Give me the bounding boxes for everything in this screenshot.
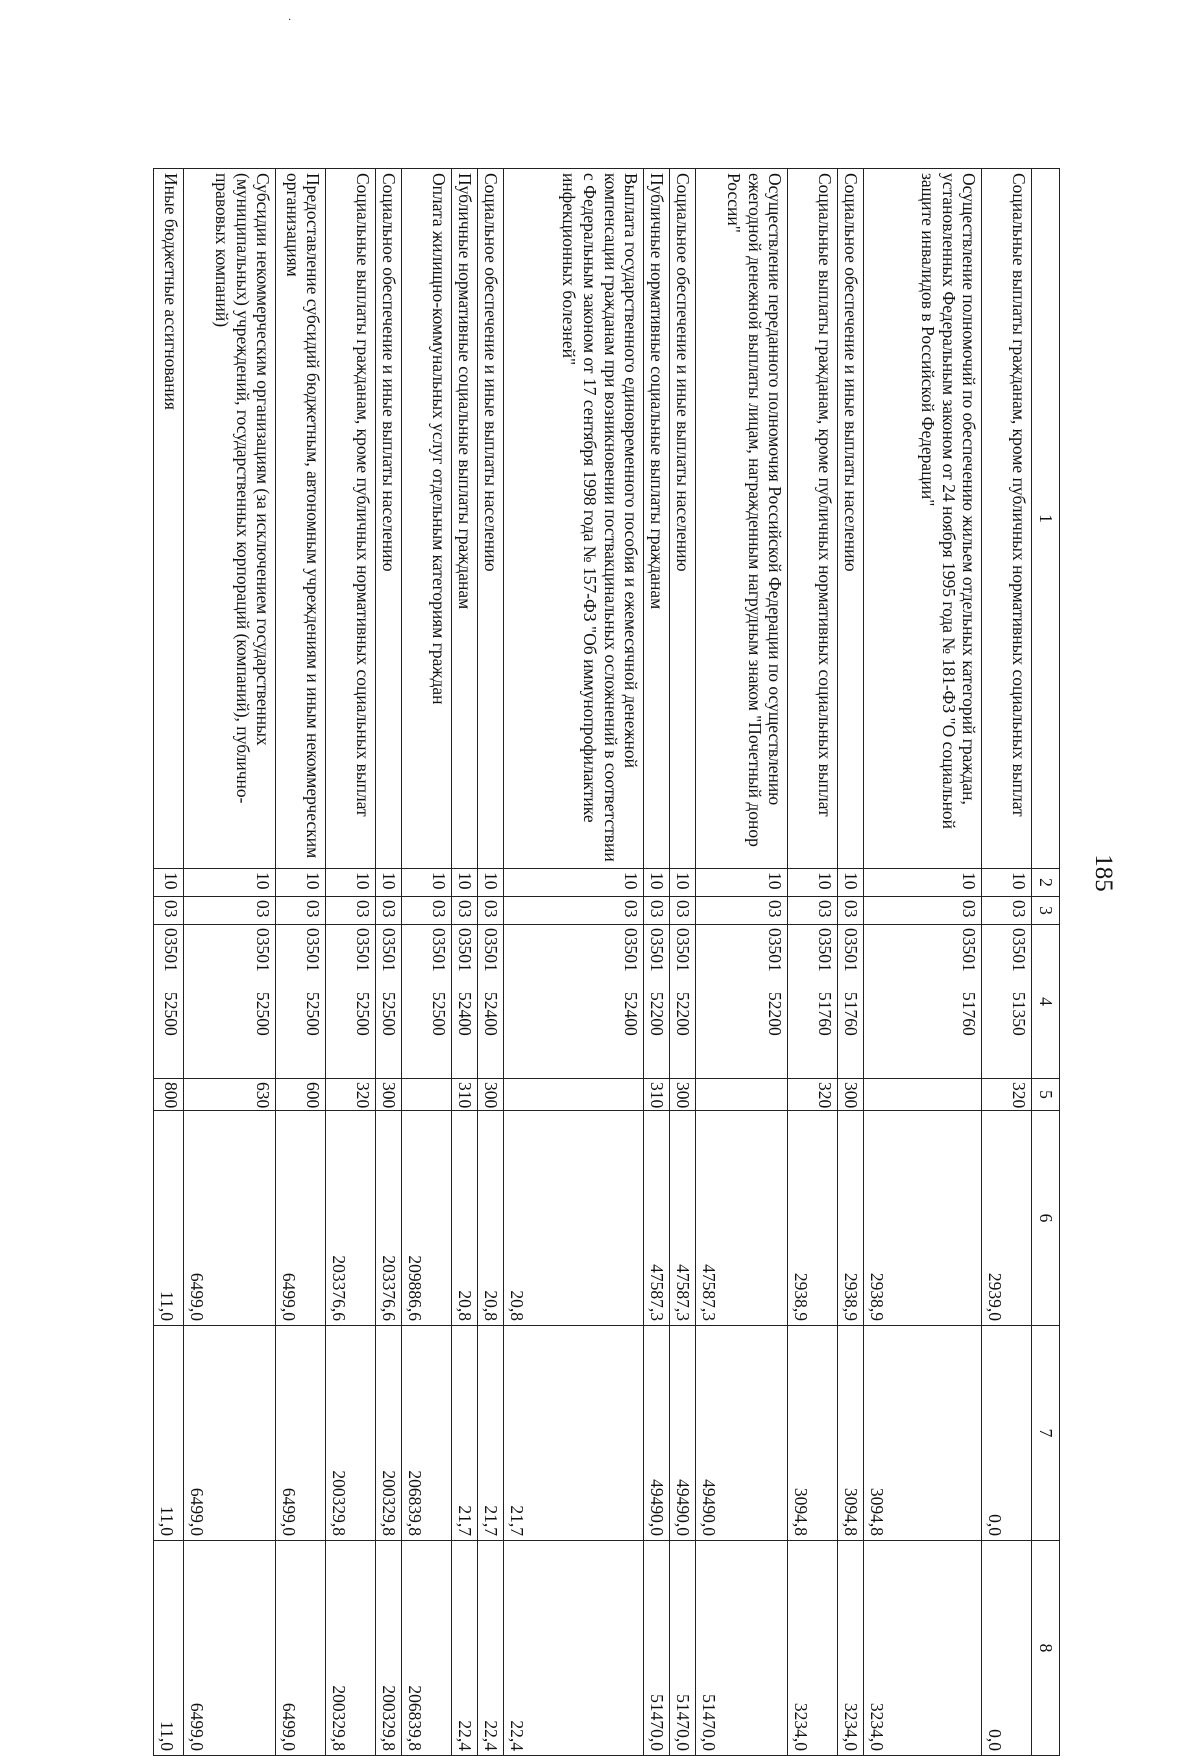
amount-col-8: 0,0 <box>982 1541 1032 1756</box>
section-code: 10 <box>670 869 696 897</box>
row-description: Социальные выплаты гражданам, кроме публичных нормативных социальных выплат <box>982 169 1032 869</box>
expense-type-code <box>504 1079 644 1111</box>
amount-col-7: 200329,8 <box>376 1326 402 1541</box>
amount-col-7: 49490,0 <box>696 1326 788 1541</box>
direction-code: 51760 <box>841 992 862 1036</box>
section-code: 10 <box>504 869 644 897</box>
row-description: Осуществление переданного полномочия Российской Федерации по осуществлению ежегодной денежной выплаты лицам, награжденным нагрудным знаком "Почетный донор России" <box>696 169 788 869</box>
page-number: 185 <box>1090 854 1117 892</box>
expense-type-code: 800 <box>154 1079 184 1111</box>
amount-col-6: 2938,9 <box>788 1111 838 1326</box>
amount-col-7: 21,7 <box>504 1326 644 1541</box>
expense-type-code <box>402 1079 452 1111</box>
target-article-code <box>670 925 696 1079</box>
subsection-code: 03 <box>326 897 376 925</box>
amount-col-7: 6499,0 <box>184 1326 276 1541</box>
expense-type-code <box>696 1079 788 1111</box>
subsection-code: 03 <box>864 897 982 925</box>
direction-code: 52400 <box>455 992 476 1036</box>
amount-col-6: 203376,6 <box>376 1111 402 1326</box>
row-description: Иные бюджетные ассигнования <box>154 169 184 869</box>
header-row <box>1032 169 1060 1756</box>
row-description: Социальное обеспечение и иные выплаты населению <box>478 169 504 869</box>
table-row <box>184 169 276 1756</box>
direction-code: 52200 <box>647 992 668 1036</box>
amount-col-7: 0,0 <box>982 1326 1032 1541</box>
target-article-code <box>504 925 644 1079</box>
subsection-code: 03 <box>696 897 788 925</box>
table-row <box>504 169 644 1756</box>
expense-type-code: 310 <box>452 1079 478 1111</box>
program-code: 03501 <box>429 928 450 972</box>
table-row <box>478 169 504 1756</box>
amount-col-8: 6499,0 <box>184 1541 276 1756</box>
amount-col-6: 2938,9 <box>838 1111 864 1326</box>
program-code: 03501 <box>379 928 400 972</box>
row-description: Оплата жилищно-коммунальных услуг отдельным категориям граждан <box>402 169 452 869</box>
amount-col-6: 47587,3 <box>644 1111 670 1326</box>
budget-table <box>153 168 1060 1756</box>
table-row <box>864 169 982 1756</box>
table-row <box>326 169 376 1756</box>
amount-col-8: 3234,0 <box>838 1541 864 1756</box>
table-row <box>452 169 478 1756</box>
header-col-2: 2 <box>1032 869 1060 897</box>
direction-code: 52400 <box>621 992 642 1036</box>
amount-col-8: 11,0 <box>154 1541 184 1756</box>
section-code: 10 <box>376 869 402 897</box>
amount-col-6: 2939,0 <box>982 1111 1032 1326</box>
table-row <box>644 169 670 1756</box>
subsection-code: 03 <box>788 897 838 925</box>
direction-code: 52200 <box>765 992 786 1036</box>
table-row <box>788 169 838 1756</box>
table-row <box>838 169 864 1756</box>
target-article-code <box>838 925 864 1079</box>
amount-col-8: 51470,0 <box>696 1541 788 1756</box>
expense-type-code: 310 <box>644 1079 670 1111</box>
expense-type-code: 300 <box>670 1079 696 1111</box>
amount-col-8: 3234,0 <box>864 1541 982 1756</box>
amount-col-6: 2938,9 <box>864 1111 982 1326</box>
amount-col-8: 22,4 <box>504 1541 644 1756</box>
program-code: 03501 <box>765 928 786 972</box>
program-code: 03501 <box>815 928 836 972</box>
target-article-code <box>696 925 788 1079</box>
amount-col-8: 51470,0 <box>644 1541 670 1756</box>
amount-col-7: 21,7 <box>452 1326 478 1541</box>
program-code: 03501 <box>253 928 274 972</box>
amount-col-7: 3094,8 <box>864 1326 982 1541</box>
direction-code: 52500 <box>353 992 374 1036</box>
section-code: 10 <box>838 869 864 897</box>
row-description: Публичные нормативные социальные выплаты гражданам <box>452 169 478 869</box>
target-article-code <box>644 925 670 1079</box>
rotated-table-frame <box>60 168 1060 1755</box>
row-description: Социальные выплаты гражданам, кроме публичных нормативных социальных выплат <box>788 169 838 869</box>
expense-type-code: 300 <box>376 1079 402 1111</box>
header-col-7: 7 <box>1032 1326 1060 1541</box>
subsection-code: 03 <box>154 897 184 925</box>
section-code: 10 <box>326 869 376 897</box>
amount-col-7: 6499,0 <box>276 1326 326 1541</box>
table-row <box>670 169 696 1756</box>
header-col-5: 5 <box>1032 1079 1060 1111</box>
amount-col-8: 200329,8 <box>326 1541 376 1756</box>
section-code: 10 <box>696 869 788 897</box>
subsection-code: 03 <box>838 897 864 925</box>
direction-code: 52500 <box>253 992 274 1036</box>
row-description: Субсидии некоммерческим организациям (за исключением государственных (муниципальных) учреждений, государственных корпораций (компаний), публично-правовых компаний) <box>184 169 276 869</box>
subsection-code: 03 <box>376 897 402 925</box>
program-code: 03501 <box>353 928 374 972</box>
amount-col-7: 11,0 <box>154 1326 184 1541</box>
expense-type-code: 300 <box>838 1079 864 1111</box>
target-article-code <box>184 925 276 1079</box>
amount-col-6: 47587,3 <box>696 1111 788 1326</box>
row-description: Выплата государственного единовременного пособия и ежемесячной денежной компенсации гражданам при возникновении поствакцинальных осложнений в соответствии с Федеральным законом от 17 сентября 1998 года № 157-ФЗ "Об иммунопрофилактике инфекционных болезней" <box>504 169 644 869</box>
program-code: 03501 <box>481 928 502 972</box>
program-code: 03501 <box>303 928 324 972</box>
section-code: 10 <box>276 869 326 897</box>
expense-type-code <box>864 1079 982 1111</box>
amount-col-6: 6499,0 <box>276 1111 326 1326</box>
target-article-code <box>276 925 326 1079</box>
row-description: Социальное обеспечение и иные выплаты населению <box>376 169 402 869</box>
table-row <box>376 169 402 1756</box>
target-article-code <box>154 925 184 1079</box>
scan-speck: · <box>288 15 292 26</box>
row-description: Осуществление полномочий по обеспечению жильем отдельных категорий граждан, установленных Федеральным законом от 24 ноября 1995 года № 181-ФЗ "О социальной защите инвалидов в Российской Федерации" <box>864 169 982 869</box>
subsection-code: 03 <box>504 897 644 925</box>
program-code: 03501 <box>959 928 980 972</box>
amount-col-6: 6499,0 <box>184 1111 276 1326</box>
header-col-3: 3 <box>1032 897 1060 925</box>
row-description: Предоставление субсидий бюджетным, автономным учреждениям и иным некоммерческим организациям <box>276 169 326 869</box>
target-article-code <box>402 925 452 1079</box>
amount-col-7: 206839,8 <box>402 1326 452 1541</box>
section-code: 10 <box>184 869 276 897</box>
target-article-code <box>478 925 504 1079</box>
amount-col-6: 209886,6 <box>402 1111 452 1326</box>
row-description: Публичные нормативные социальные выплаты гражданам <box>644 169 670 869</box>
subsection-code: 03 <box>478 897 504 925</box>
target-article-code <box>788 925 838 1079</box>
amount-col-6: 203376,6 <box>326 1111 376 1326</box>
amount-col-8: 206839,8 <box>402 1541 452 1756</box>
section-code: 10 <box>644 869 670 897</box>
header-col-4: 4 <box>1032 925 1060 1079</box>
expense-type-code: 600 <box>276 1079 326 1111</box>
table-row <box>696 169 788 1756</box>
program-code: 03501 <box>647 928 668 972</box>
subsection-code: 03 <box>452 897 478 925</box>
amount-col-7: 3094,8 <box>838 1326 864 1541</box>
program-code: 03501 <box>673 928 694 972</box>
row-description: Социальные выплаты гражданам, кроме публичных нормативных социальных выплат <box>326 169 376 869</box>
amount-col-8: 22,4 <box>478 1541 504 1756</box>
amount-col-8: 51470,0 <box>670 1541 696 1756</box>
table-body <box>154 169 1032 1756</box>
section-code: 10 <box>154 869 184 897</box>
program-code: 03501 <box>841 928 862 972</box>
direction-code: 52400 <box>481 992 502 1036</box>
direction-code: 51350 <box>1009 992 1030 1036</box>
subsection-code: 03 <box>670 897 696 925</box>
target-article-code <box>376 925 402 1079</box>
header-col-8: 8 <box>1032 1541 1060 1756</box>
amount-col-6: 20,8 <box>452 1111 478 1326</box>
section-code: 10 <box>864 869 982 897</box>
amount-col-7: 200329,8 <box>326 1326 376 1541</box>
program-code: 03501 <box>621 928 642 972</box>
direction-code: 52500 <box>429 992 450 1036</box>
amount-col-7: 49490,0 <box>670 1326 696 1541</box>
table-row <box>276 169 326 1756</box>
program-code: 03501 <box>161 928 182 972</box>
program-code: 03501 <box>455 928 476 972</box>
header-col-1: 1 <box>1032 169 1060 869</box>
amount-col-8: 6499,0 <box>276 1541 326 1756</box>
subsection-code: 03 <box>402 897 452 925</box>
section-code: 10 <box>452 869 478 897</box>
expense-type-code: 320 <box>326 1079 376 1111</box>
header-col-6: 6 <box>1032 1111 1060 1326</box>
target-article-code <box>326 925 376 1079</box>
expense-type-code: 320 <box>788 1079 838 1111</box>
amount-col-6: 20,8 <box>478 1111 504 1326</box>
direction-code: 52200 <box>673 992 694 1036</box>
table-row <box>154 169 184 1756</box>
section-code: 10 <box>788 869 838 897</box>
amount-col-8: 200329,8 <box>376 1541 402 1756</box>
section-code: 10 <box>478 869 504 897</box>
target-article-code <box>864 925 982 1079</box>
subsection-code: 03 <box>644 897 670 925</box>
amount-col-6: 47587,3 <box>670 1111 696 1326</box>
subsection-code: 03 <box>184 897 276 925</box>
expense-type-code: 300 <box>478 1079 504 1111</box>
row-description: Социальное обеспечение и иные выплаты населению <box>838 169 864 869</box>
amount-col-6: 20,8 <box>504 1111 644 1326</box>
expense-type-code: 630 <box>184 1079 276 1111</box>
row-description: Социальное обеспечение и иные выплаты населению <box>670 169 696 869</box>
amount-col-7: 21,7 <box>478 1326 504 1541</box>
expense-type-code: 320 <box>982 1079 1032 1111</box>
amount-col-6: 11,0 <box>154 1111 184 1326</box>
target-article-code <box>452 925 478 1079</box>
program-code: 03501 <box>1009 928 1030 972</box>
amount-col-7: 49490,0 <box>644 1326 670 1541</box>
section-code: 10 <box>982 869 1032 897</box>
direction-code: 52500 <box>303 992 324 1036</box>
direction-code: 52500 <box>161 992 182 1036</box>
subsection-code: 03 <box>982 897 1032 925</box>
section-code: 10 <box>402 869 452 897</box>
direction-code: 51760 <box>959 992 980 1036</box>
amount-col-7: 3094,8 <box>788 1326 838 1541</box>
target-article-code <box>982 925 1032 1079</box>
direction-code: 51760 <box>815 992 836 1036</box>
table-row <box>982 169 1032 1756</box>
direction-code: 52500 <box>379 992 400 1036</box>
table-row <box>402 169 452 1756</box>
amount-col-8: 3234,0 <box>788 1541 838 1756</box>
subsection-code: 03 <box>276 897 326 925</box>
amount-col-8: 22,4 <box>452 1541 478 1756</box>
